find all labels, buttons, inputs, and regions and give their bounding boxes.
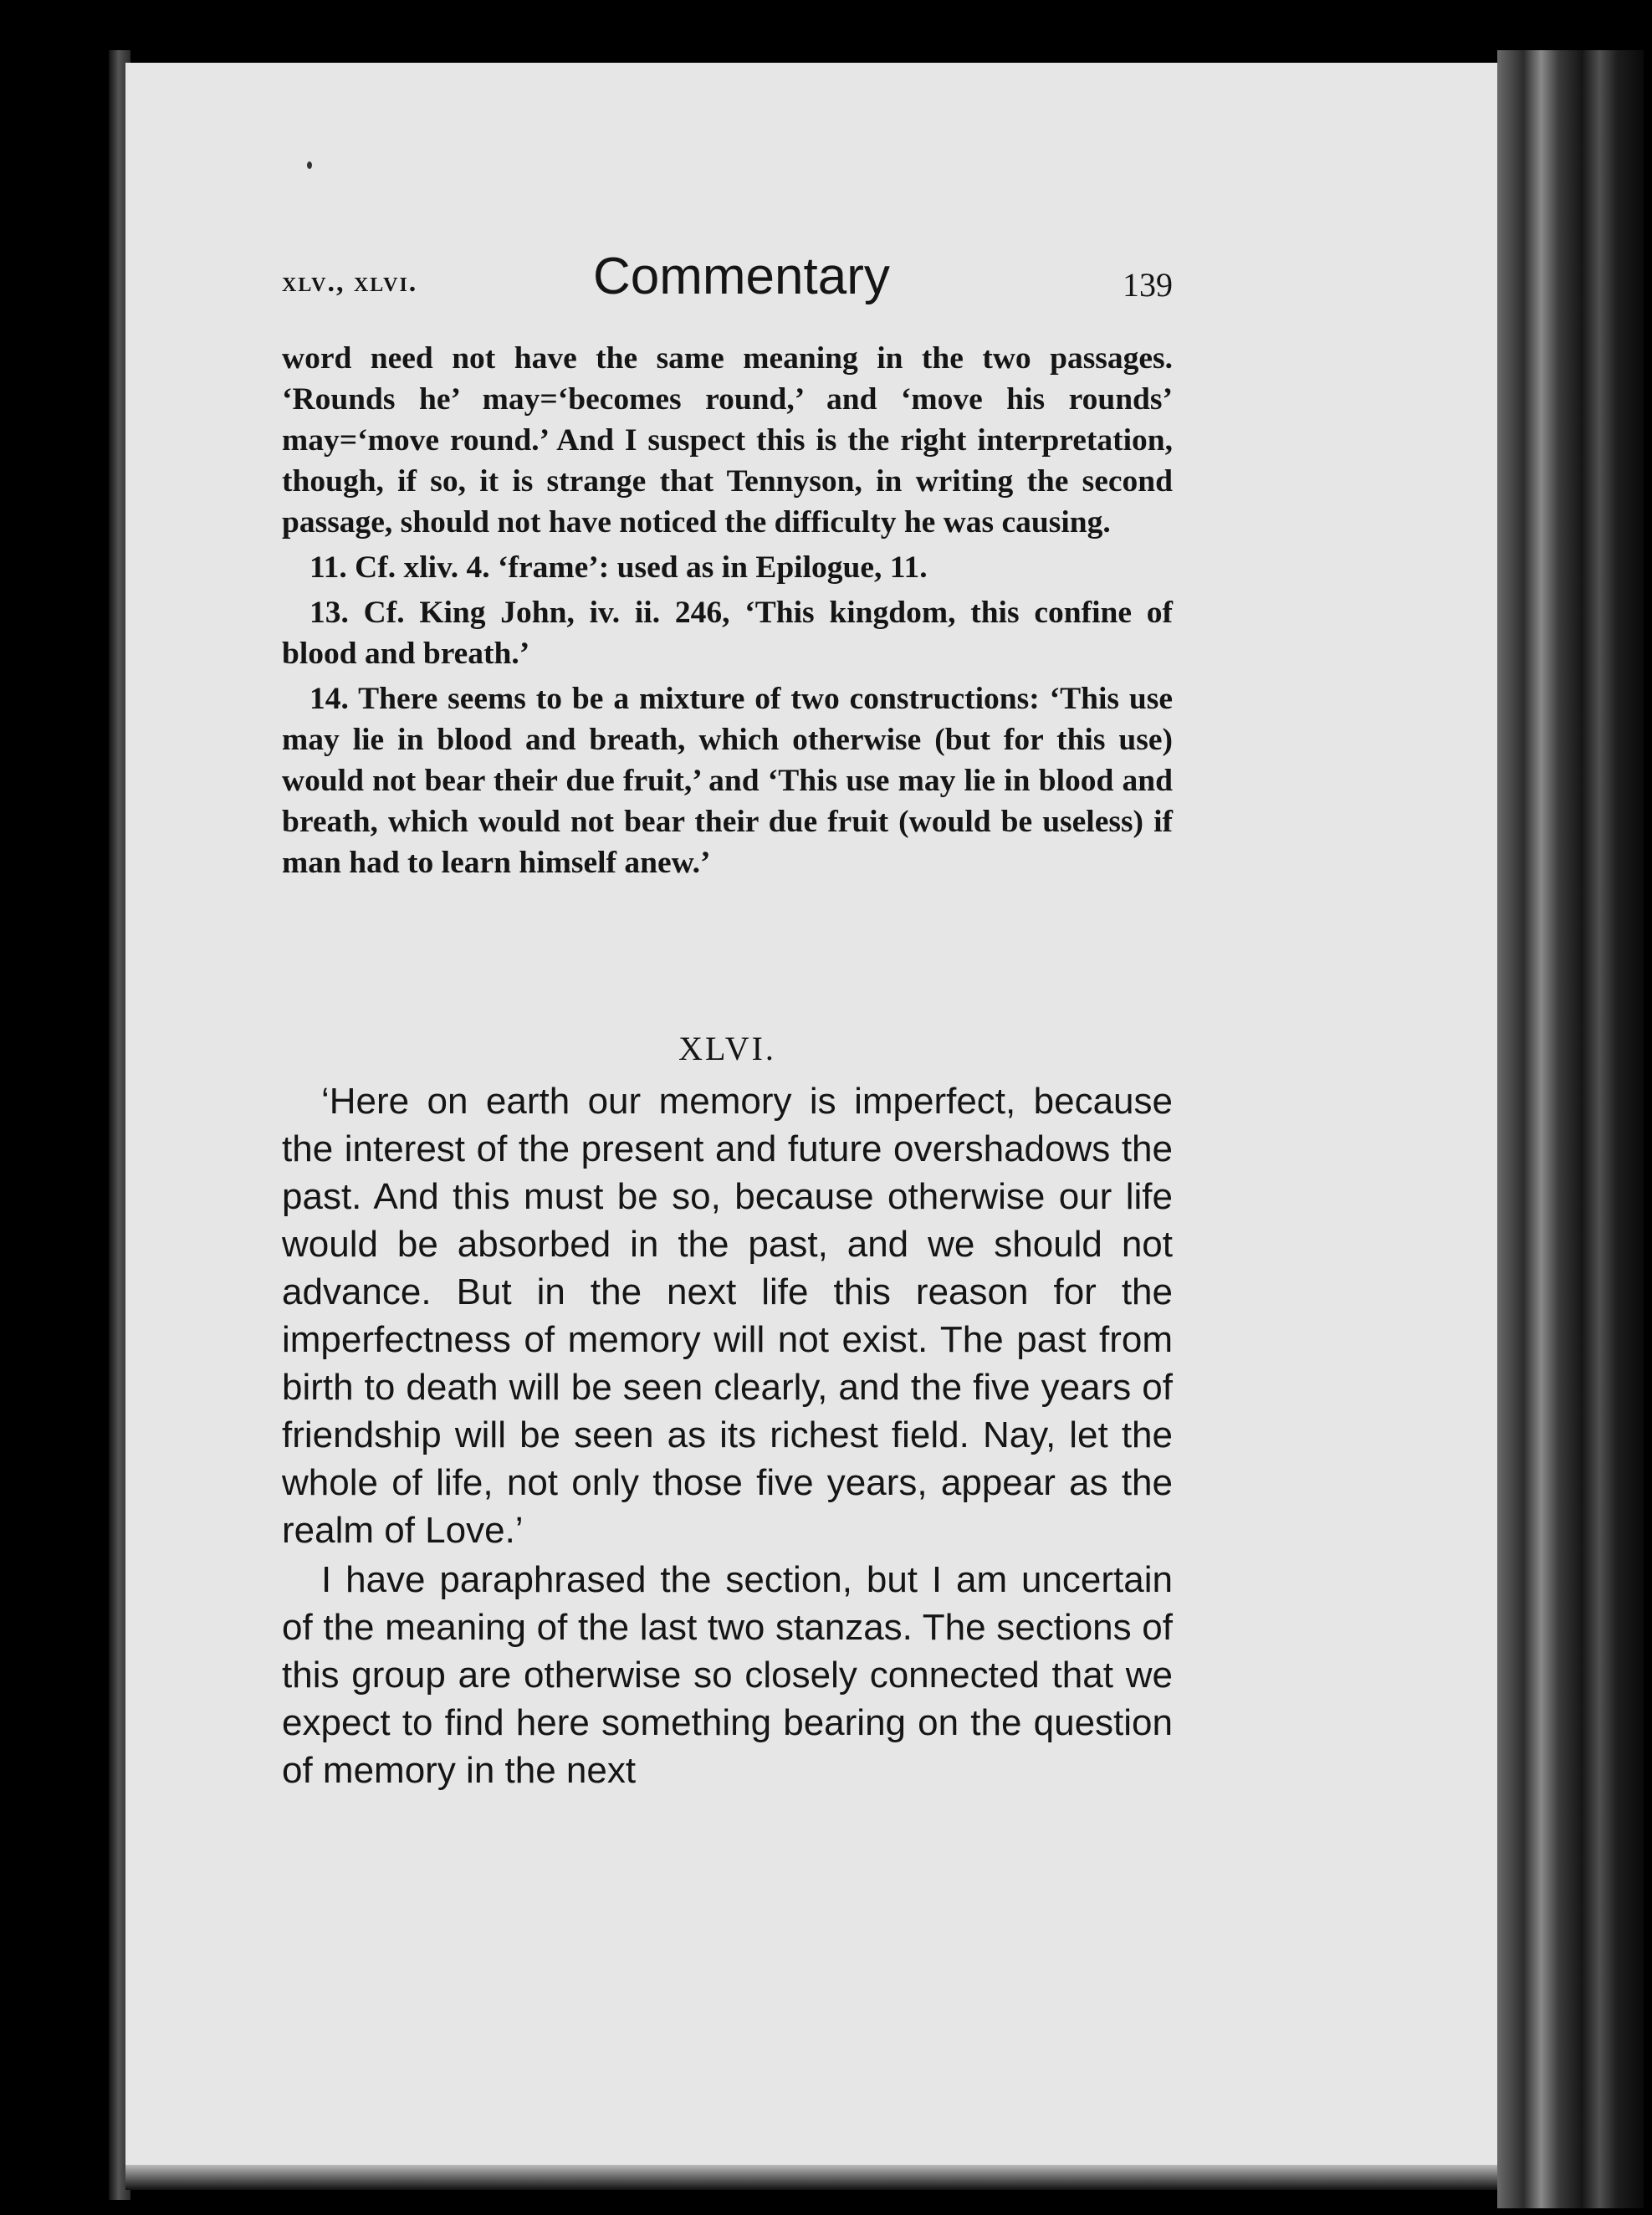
note-paragraph: 13. Cf. King John, iv. ii. 246, ‘This kingdom, this confine of blood and breath.’ [282, 596, 1173, 671]
page-bottom-edge [125, 2165, 1514, 2190]
ink-speck [307, 161, 312, 169]
page-header [282, 247, 1173, 314]
page-number: 139 [1123, 266, 1173, 304]
section-heading: XLVI. [678, 1030, 776, 1067]
page-title: Commentary [593, 248, 890, 305]
note-paragraph: 14. There seems to be a mixture of two constructions: ‘This use may lie in blood and breath, which otherwise (but for this use) would not bear their due fruit,’ and ‘This use may lie in blood and breath, which would not bear their due fruit (would be useless) if man had to learn himself anew.’ [282, 682, 1173, 880]
commentary-notes [282, 338, 1173, 888]
running-head: xlv., xlvi. [282, 267, 418, 298]
body-paragraph: I have paraphrased the section, but I am uncertain of the meaning of the last two stanzas. The sections of this group are otherwise so closely connected that we expect to find here something bearing on the question of memory in the next [282, 1559, 1173, 1791]
note-paragraph: word need not have the same meaning in the two passages. ‘Rounds he’ may=‘becomes round,’ and ‘move his rounds’ may=‘move round.’ And I suspect this is the right interpretation, though, if so, it is strange that Tennyson, in writing the second passage, should not have noticed the difficulty he was causing. [282, 341, 1173, 540]
section-body [282, 1077, 1173, 1796]
body-paragraph: ‘Here on earth our memory is imperfect, because the interest of the present and future overshadows the past. And this must be so, because otherwise our life would be absorbed in the past, and we should not advance. But in the next life this reason for the imperfectness of memory will not exist. The past from birth to death will be seen clearly, and the five years of friendship will be seen as its richest field. Nay, let the whole of life, not only those five years, appear as the realm of Love.’ [282, 1081, 1173, 1551]
book-spine [1497, 50, 1644, 2208]
note-paragraph: 11. Cf. xliv. 4. ‘frame’: used as in Epilogue, 11. [309, 550, 928, 585]
